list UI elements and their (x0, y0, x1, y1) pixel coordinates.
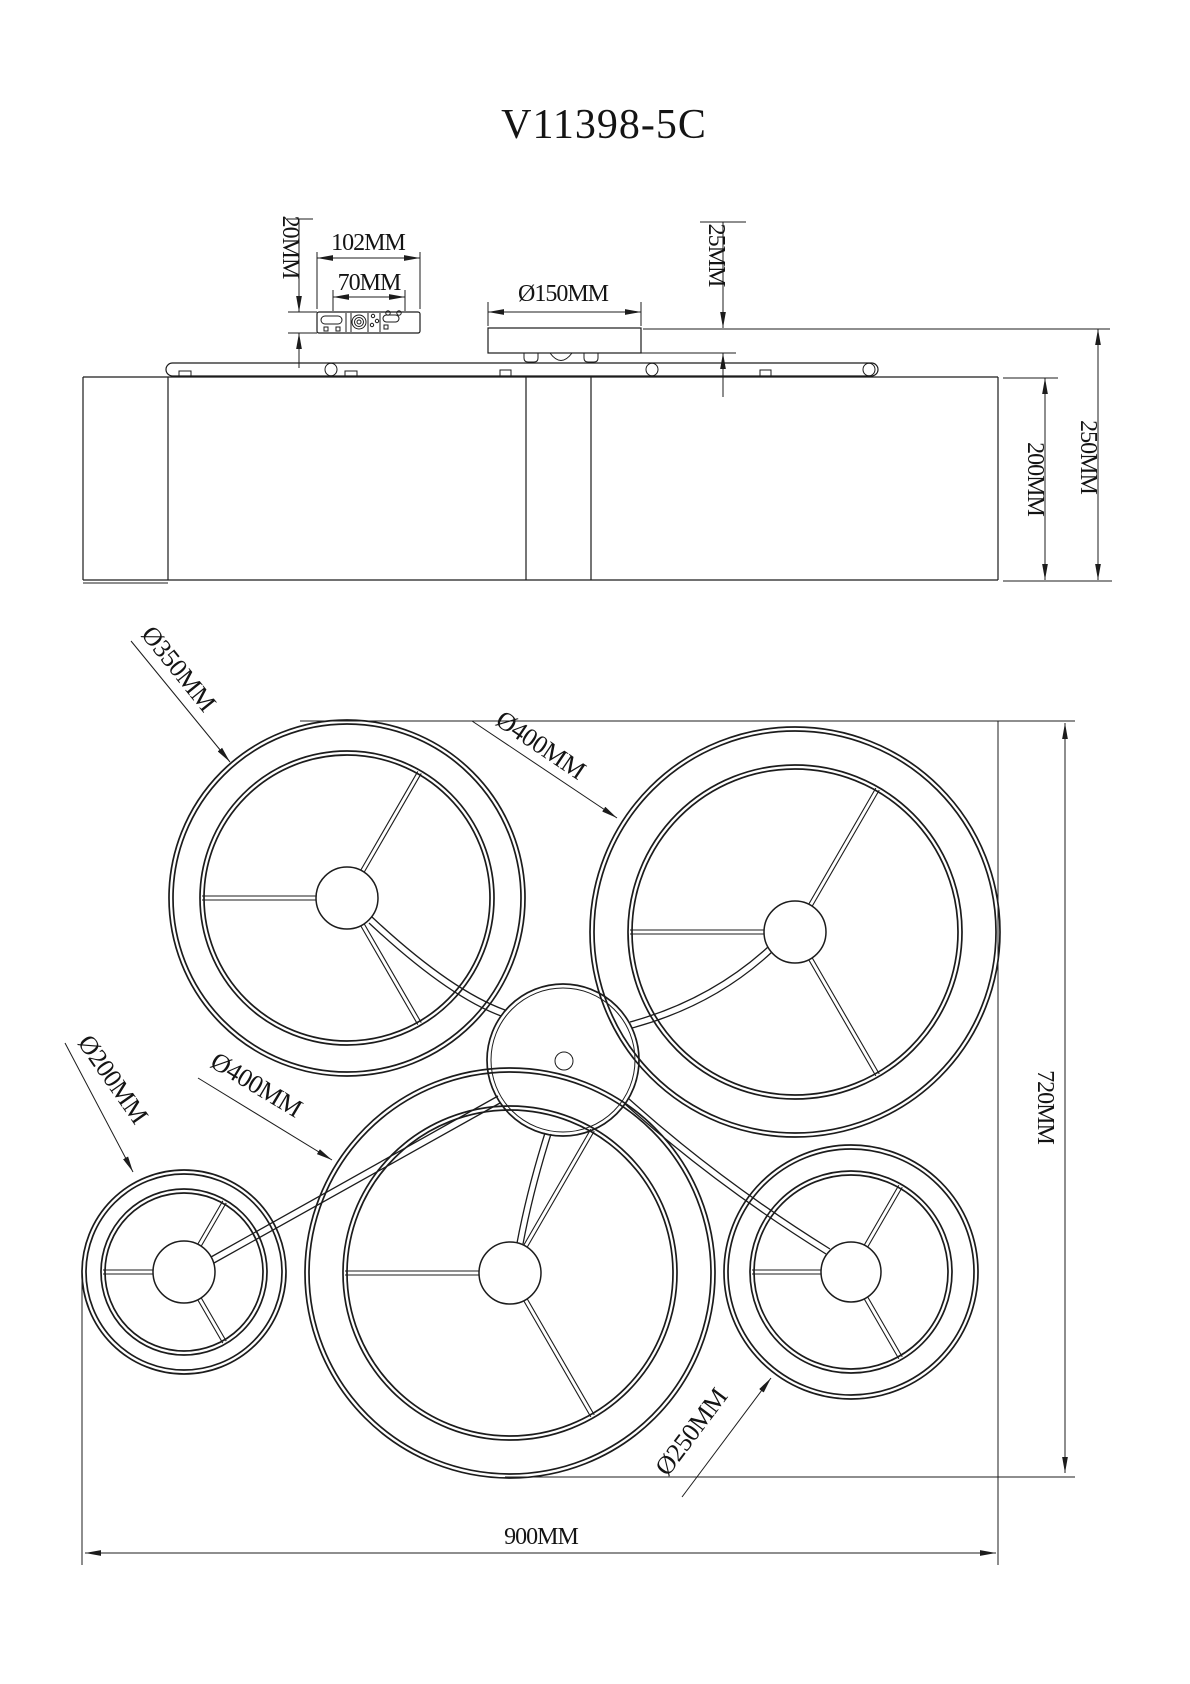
arm-to-shade-250-inner (628, 1098, 830, 1249)
canopy-foot-left (524, 353, 538, 362)
shade-200-bulb-hub (153, 1241, 215, 1303)
plan-dimensions (85, 723, 1065, 1553)
plan-boundary (82, 721, 1075, 1565)
shade-400-bottom-spoke-300 (527, 1131, 595, 1248)
plan-view (65, 620, 1075, 1565)
shade-350-spoke-60 (360, 925, 418, 1025)
canopy-center-hole (555, 1052, 573, 1070)
bar-end-cap (863, 363, 875, 376)
dim-overall-depth: 720MM (1032, 1070, 1058, 1144)
side-dimensions (277, 216, 1112, 581)
label-shade-400-bottom: Ø400MM (205, 1046, 308, 1124)
canopy-foot-middle (550, 353, 572, 361)
support-bar (166, 363, 878, 377)
label-shade-250: Ø250MM (649, 1382, 734, 1481)
dim-canopy-diameter: Ø150MM (517, 281, 609, 307)
dim-bracket-width: 102MM (331, 230, 405, 256)
arm-to-shade-250 (625, 1104, 826, 1254)
bar-joint-2 (646, 363, 658, 376)
bracket-slot-right (383, 315, 399, 322)
side-view (83, 216, 1112, 583)
dim-shade-height: 200MM (1022, 442, 1048, 516)
mounting-bracket (317, 311, 420, 333)
dim-overall-width: 900MM (504, 1524, 578, 1550)
shade-350-bulb-hub (316, 867, 378, 929)
shade-250-bulb-hub (821, 1242, 881, 1302)
shade-250-spoke-60 (864, 1298, 899, 1359)
label-shade-200: Ø200MM (72, 1029, 154, 1129)
arm-to-shade-400-top-right-inner (632, 952, 772, 1028)
shade-350-spoke-60 (364, 923, 422, 1023)
plan-shades-group (82, 720, 1000, 1478)
shade-400-top-right-bulb-hub (764, 901, 826, 963)
canopy-foot-right (584, 353, 598, 362)
shade-250-spoke-60 (867, 1296, 902, 1357)
arm-to-shade-350 (372, 917, 505, 1010)
arm-to-shade-400-top-right (630, 947, 768, 1022)
dim-bracket-height: 20MM (277, 215, 303, 279)
canopy-side (488, 328, 641, 362)
drawing-title: V11398-5C (501, 102, 707, 148)
plan-labels (65, 620, 771, 1497)
bracket-slot-left (321, 316, 342, 324)
shade-400-top-right-spoke-300 (812, 790, 880, 907)
shade-400-top-right-spoke-300 (808, 788, 876, 905)
dim-canopy-height: 25MM (703, 223, 729, 287)
shade-200-spoke-60 (201, 1297, 227, 1341)
label-shade-350: Ø350MM (135, 620, 222, 718)
canopy-plan (487, 984, 639, 1136)
shade-200-spoke-300 (197, 1201, 223, 1245)
shade-400-top-right-spoke-60 (812, 957, 880, 1074)
bar-joint-1 (325, 363, 337, 376)
shade-400-bottom-spoke-60 (523, 1300, 591, 1417)
shade-350-spoke-300 (360, 771, 418, 871)
shade-400-bottom-spoke-300 (523, 1129, 591, 1246)
shade-400-top-right-spoke-60 (808, 959, 876, 1076)
arm-to-shade-400-bottom (517, 1133, 545, 1243)
shade-250-spoke-300 (864, 1185, 899, 1246)
arm-to-shade-400-bottom-inner (523, 1134, 551, 1244)
label-shade-400-top-right: Ø400MM (490, 704, 591, 786)
shades-side (83, 376, 998, 583)
shade-400-bottom-bulb-hub (479, 1242, 541, 1304)
shade-350-spoke-300 (364, 773, 422, 873)
dim-fixture-height: 250MM (1075, 420, 1101, 494)
arm-to-shade-200-inner (214, 1103, 500, 1263)
dim-bracket-slot-spacing: 70MM (337, 270, 401, 296)
shade-200-spoke-60 (197, 1299, 223, 1343)
shade-400-bottom-spoke-60 (527, 1298, 595, 1415)
shade-250-spoke-300 (867, 1187, 902, 1248)
shade-200-spoke-300 (201, 1203, 227, 1247)
